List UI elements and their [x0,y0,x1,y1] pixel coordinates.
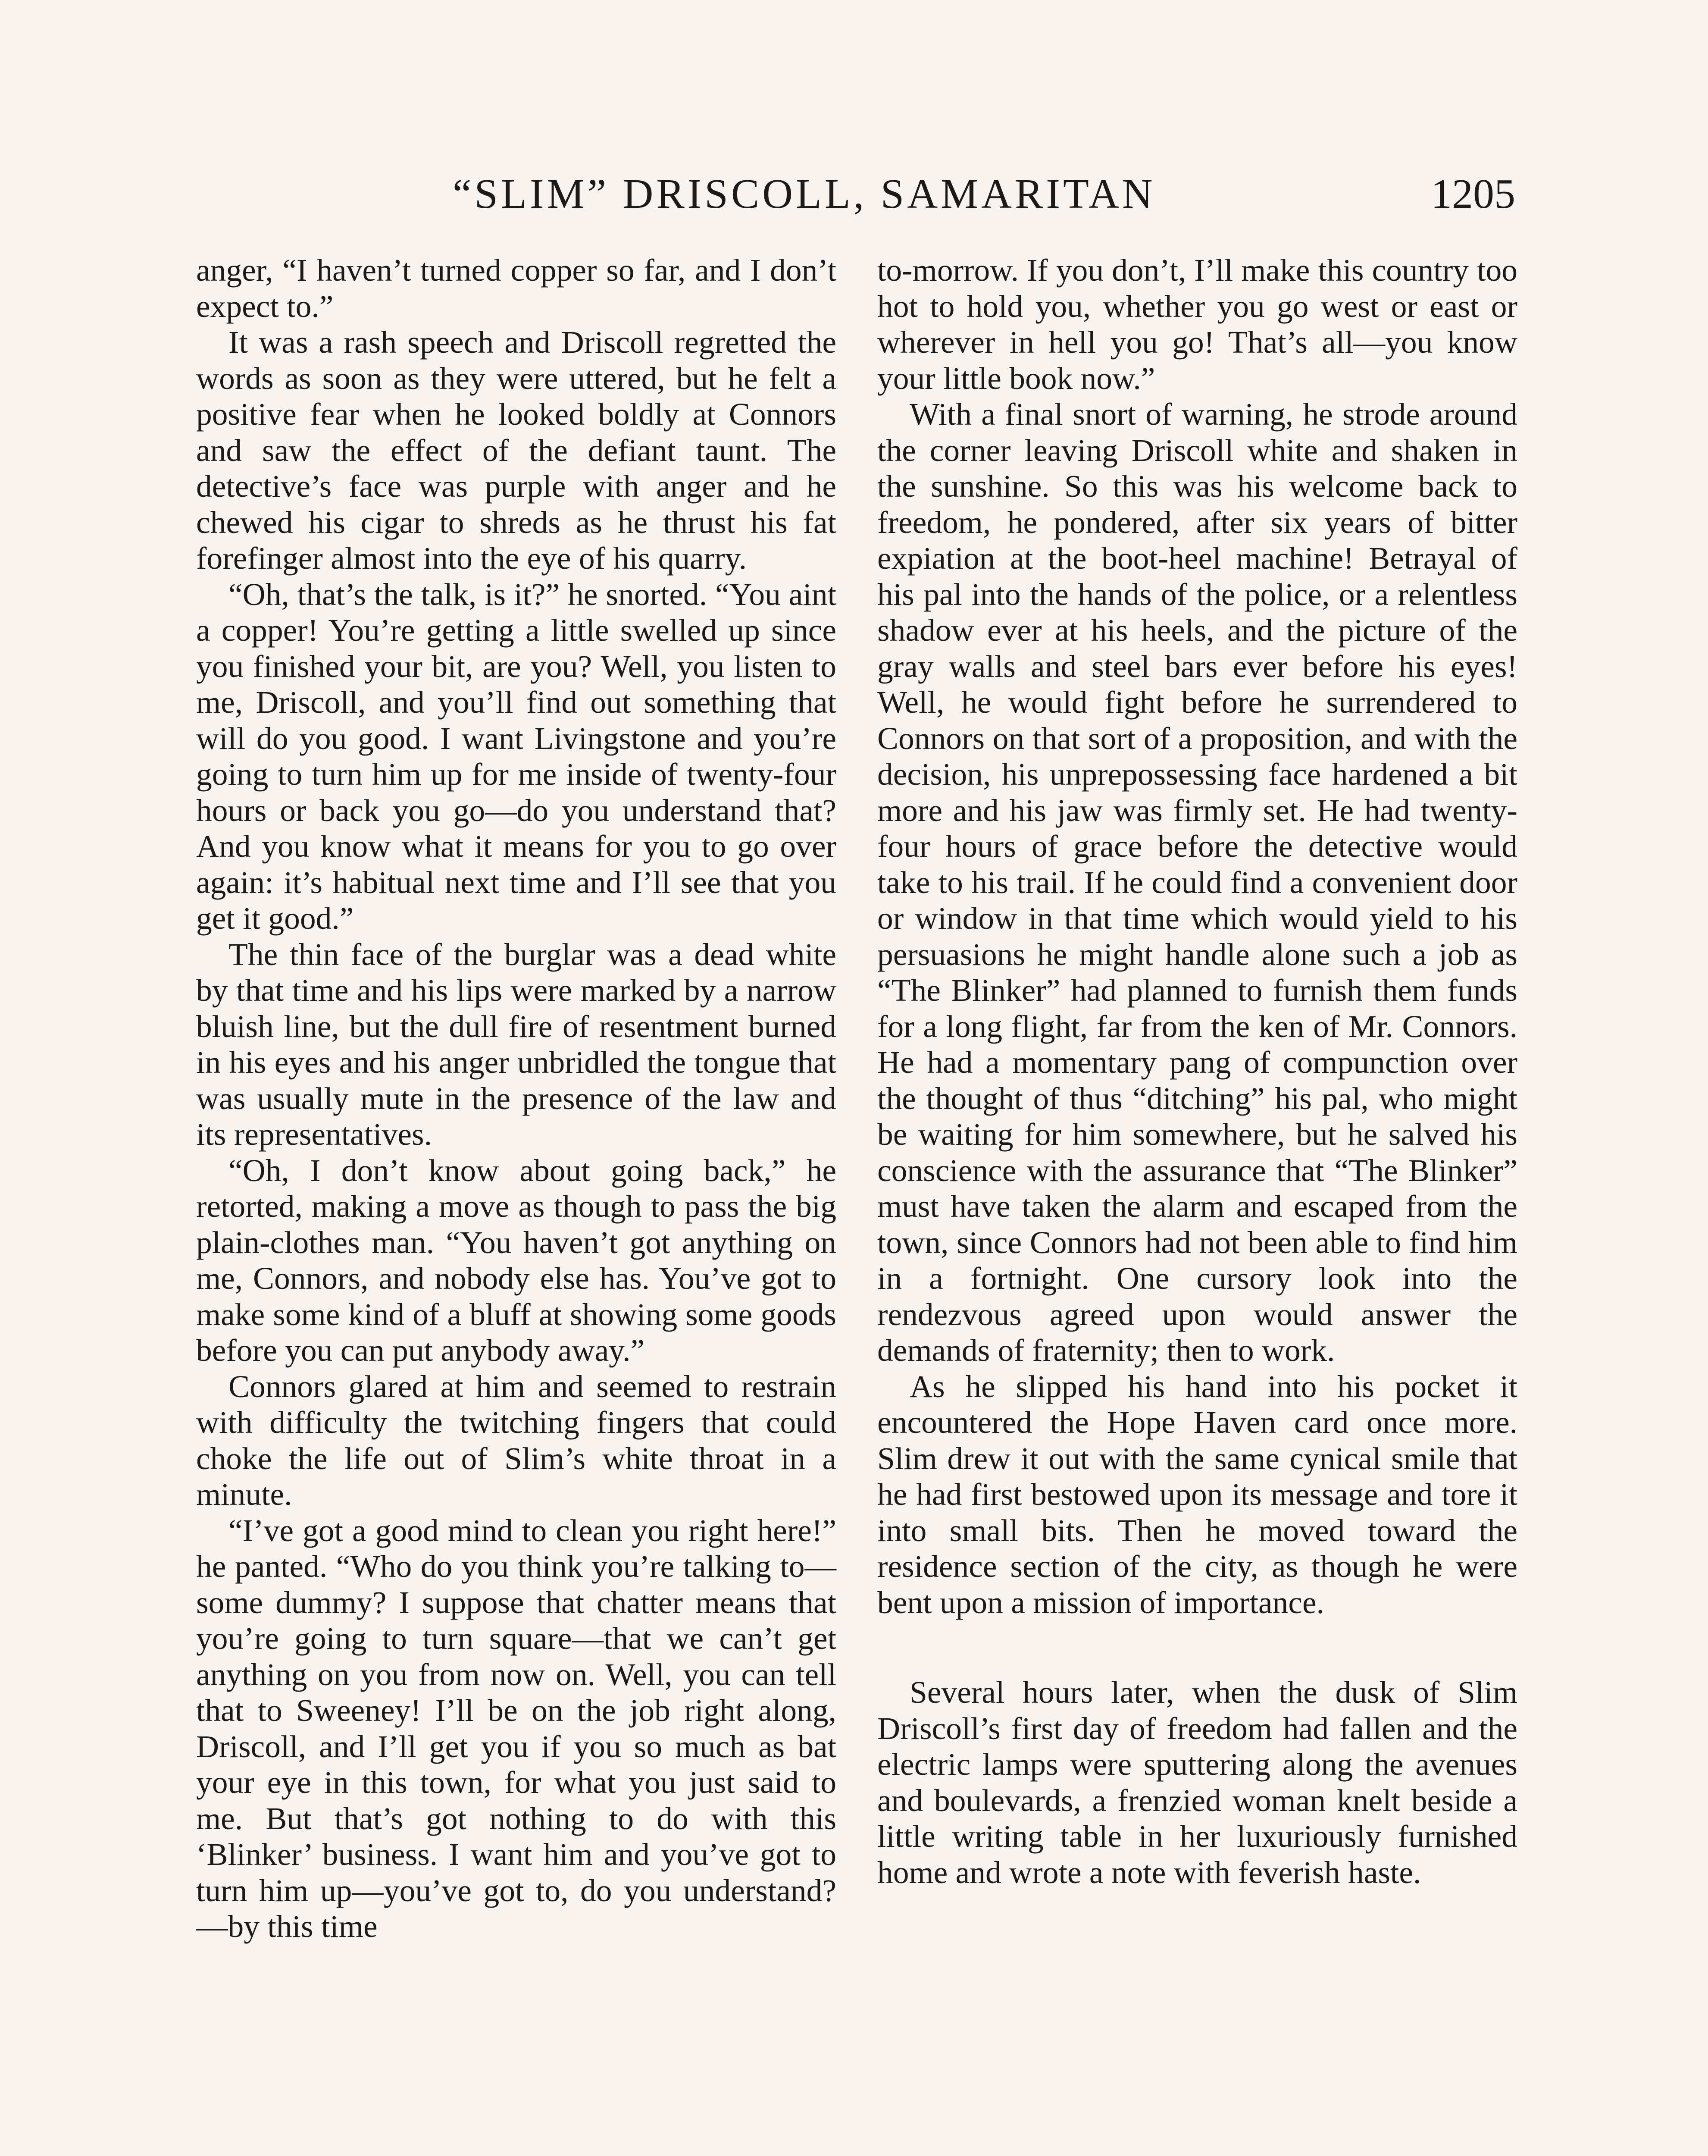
running-title: “SLIM” DRISCOLL, SAMARITAN [453,171,1156,217]
paragraph: “Oh, that’s the talk, is it?” he snorted. “You aint a copper! You’re getting a little swelled up since you finished your bit, are you? Well, you listen to me, Driscoll, and you’ll find out something that will do you good. I want Livingstone and you’re going to turn him up for me inside of twenty-four hours or back you go—do you understand that? And you know what it means for you to go over again: it’s habitual next time and I’ll see that you get it good.” [196,577,836,936]
page-header [453,164,1515,224]
paragraph: anger, “I haven’t turned copper so far, and I don’t expect to.” [196,253,836,324]
paragraph: “Oh, I don’t know about going back,” he retorted, making a move as though to pass the big plain-clothes man. “You haven’t got anything on me, Connors, and nobody else has. You’ve got to make some kind of a bluff at showing some goods before you can put anybody away.” [196,1153,836,1368]
paragraph: to-morrow. If you don’t, I’ll make this country too hot to hold you, whether you go west or east or wherever in hell you go! That’s all—you know your little book now.” [877,253,1517,396]
paragraph: As he slipped his hand into his pocket it encountered the Hope Haven card once more. Slim drew it out with the same cynical smile that he had first bestowed upon its message and tore it into small bits. Then he moved toward the residence section of the city, as though he were bent upon a mission of importance. [877,1369,1517,1620]
page-number: 1205 [1431,171,1515,217]
right-column [877,252,1517,1890]
section-break [877,1620,1517,1674]
paragraph: With a final snort of warning, he strode around the corner leaving Driscoll white and shaken in the sunshine. So this was his welcome back to freedom, he pondered, after six years of bitter expiation at the boot-heel machine! Betrayal of his pal into the hands of the police, or a relentless shadow ever at his heels, and the picture of the gray walls and steel bars ever before his eyes! Well, he would fight before he surrendered to Connors on that sort of a proposition, and with the decision, his unprepossessing face hardened a bit more and his jaw was firmly set. He had twenty-four hours of grace before the detective would take to his trail. If he could find a convenient door or window in that time which would yield to his persuasions he might handle alone such a job as “The Blinker” had planned to furnish them funds for a long flight, far from the ken of Mr. Connors. He had a momentary pang of compunction over the thought of thus “ditching” his pal, who might be waiting for him somewhere, but he salved his conscience with the assurance that “The Blinker” must have taken the alarm and escaped from the town, since Connors had not been able to find him in a fortnight. One cursory look into the rendezvous agreed upon would answer the demands of fraternity; then to work. [877,397,1517,1368]
paragraph: “I’ve got a good mind to clean you right here!” he panted. “Who do you think you’re talking to—some dummy? I suppose that chatter means that you’re going to turn square—that we can’t get anything on you from now on. Well, you can tell that to Sweeney! I’ll be on the job right along, Driscoll, and I’ll get you if you so much as bat your eye in this town, for what you just said to me. But that’s got nothing to do with this ‘Blinker’ business. I want him and you’ve got to turn him up—you’ve got to, do you understand?—by this time [196,1513,836,1944]
left-column [196,252,836,1945]
paragraph: The thin face of the burglar was a dead white by that time and his lips were marked by a narrow bluish line, but the dull fire of resentment burned in his eyes and his anger unbridled the tongue that was usually mute in the presence of the law and its representatives. [196,937,836,1152]
paragraph: Connors glared at him and seemed to restrain with difficulty the twitching fingers that could choke the life out of Slim’s white throat in a minute. [196,1369,836,1512]
paragraph: It was a rash speech and Driscoll regretted the words as soon as they were uttered, but he felt a positive fear when he looked boldly at Connors and saw the effect of the defiant taunt. The detective’s face was purple with anger and he chewed his cigar to shreds as he thrust his fat forefinger almost into the eye of his quarry. [196,325,836,576]
paragraph: Several hours later, when the dusk of Slim Driscoll’s first day of freedom had fallen and the electric lamps were sputtering along the avenues and boulevards, a frenzied woman knelt beside a little writing table in her luxuriously furnished home and wrote a note with feverish haste. [877,1675,1517,1890]
